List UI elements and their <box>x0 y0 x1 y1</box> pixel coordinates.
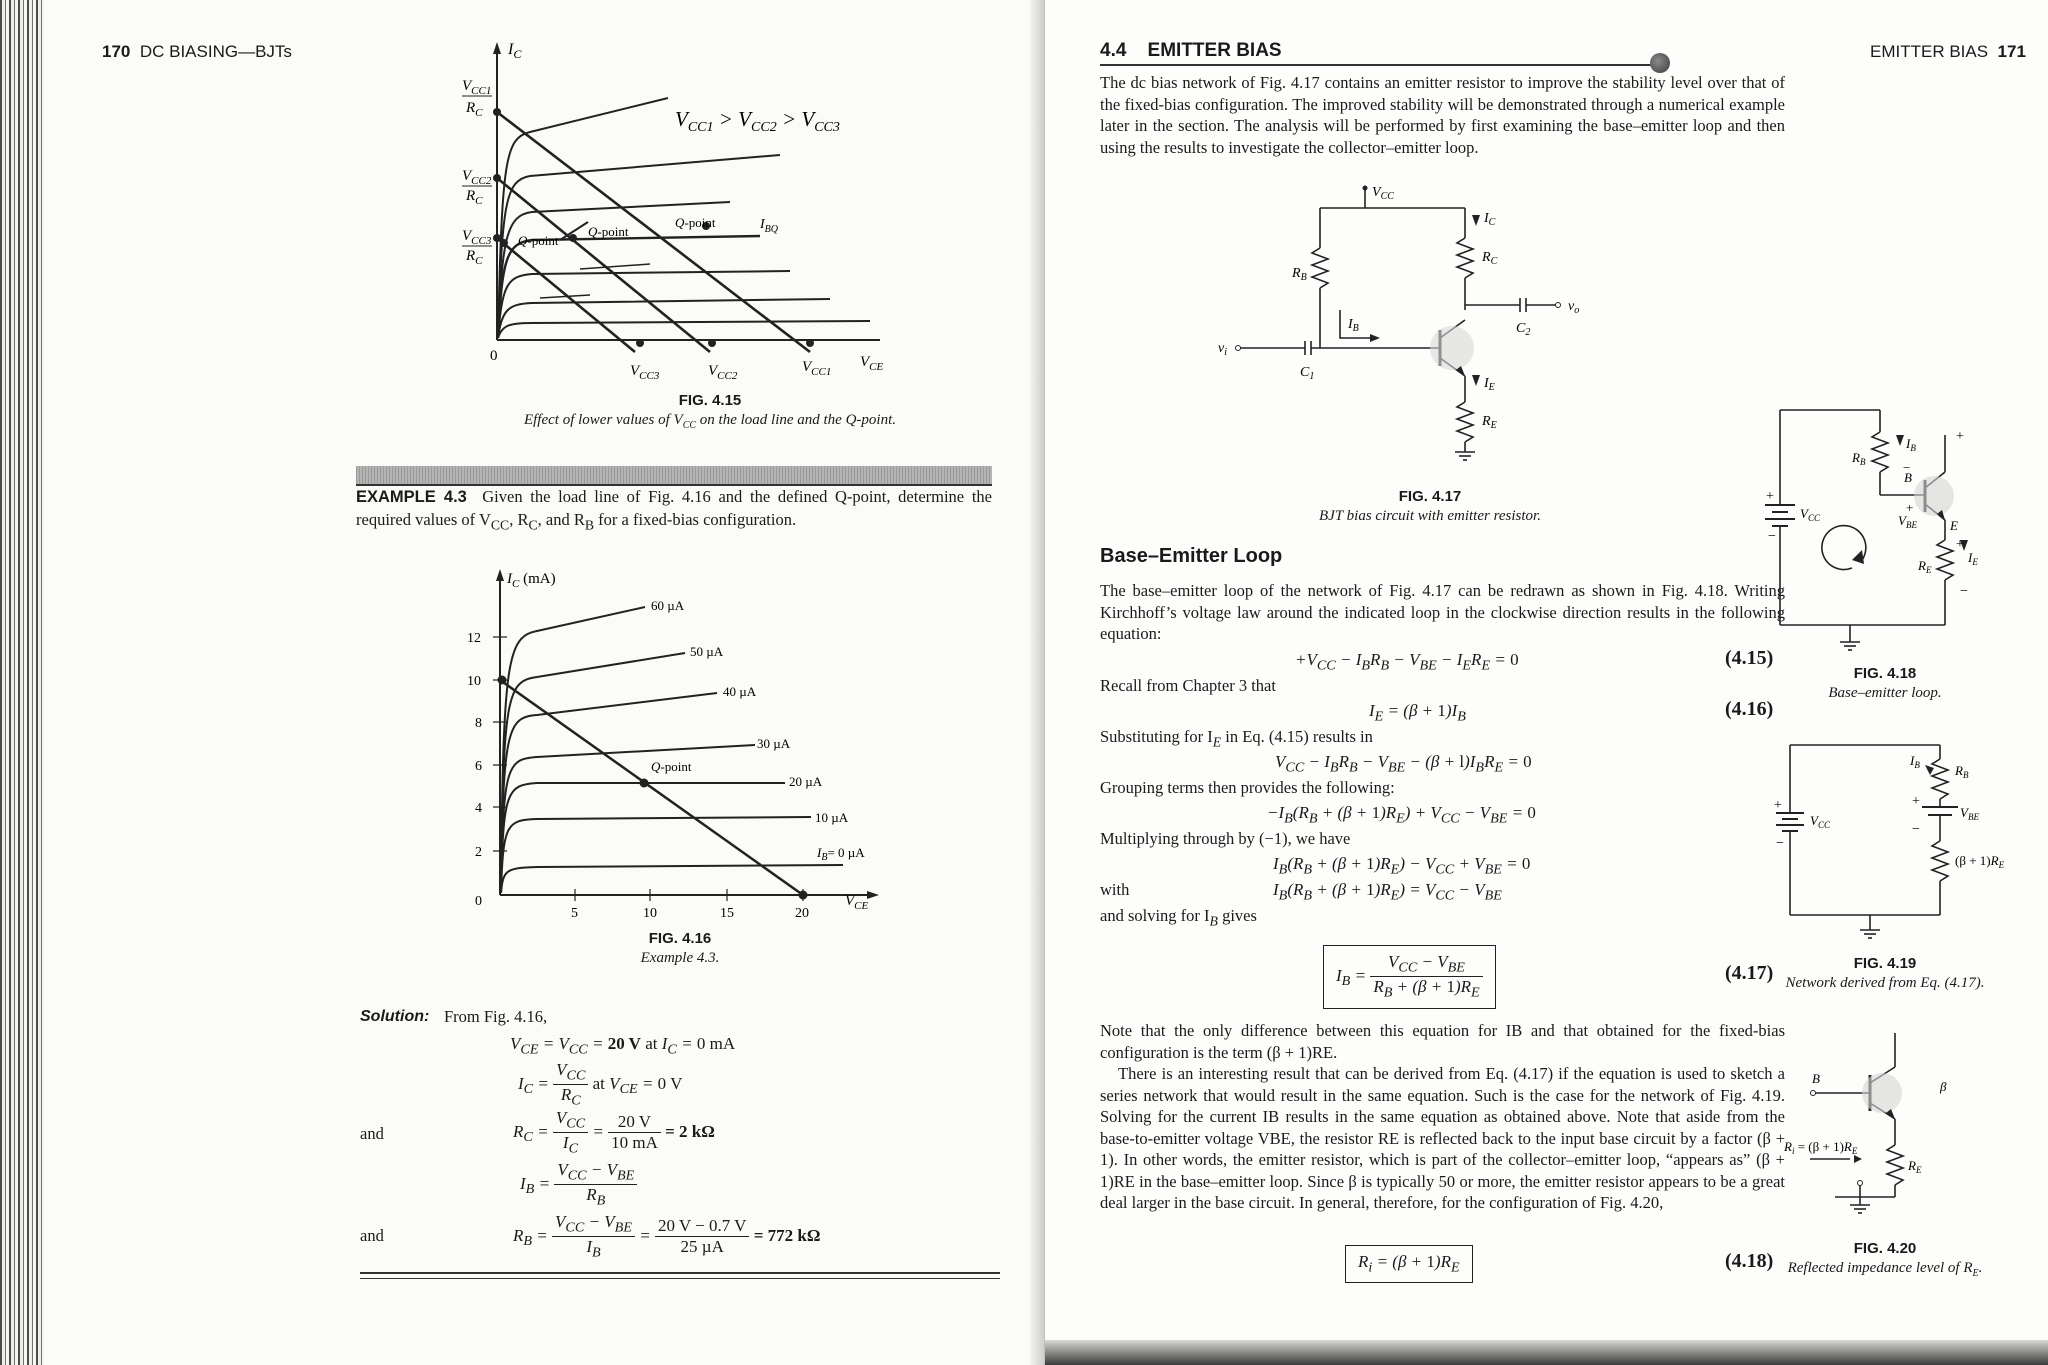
running-head: DC BIASING—BJTs <box>139 42 292 61</box>
section-rule <box>1100 64 1657 66</box>
svg-text:+: + <box>1906 500 1914 515</box>
svg-text:0: 0 <box>490 348 498 364</box>
svg-text:C2: $C_2$ <box>1516 321 1531 338</box>
svg-text:VCC: $V_{CC}$ <box>1372 185 1394 202</box>
svg-text:Ri = (β + 1)RE: $R_i = (\beta + 1)R_E$ <box>1784 1139 1858 1156</box>
svg-text:RC: $R_C$ <box>466 100 483 119</box>
svg-text:(β + 1)RE: $(\beta + 1)R_E$ <box>1955 853 2005 870</box>
svg-text:IE: $I_E$ <box>1484 376 1495 393</box>
figure-4-19 <box>1760 735 2020 945</box>
svg-text:IC: $I_C$ <box>1484 211 1496 228</box>
svg-text:RB: $R_B$ <box>1852 450 1866 467</box>
and-label-1: and <box>360 1124 384 1143</box>
svg-text:10 µA: 10 µA <box>815 810 849 825</box>
x-label-vcc1: $V_{CC1}$ <box>802 359 832 378</box>
grouping-text: Grouping terms then provides the following: <box>1100 778 1395 797</box>
svg-text:RC: $R_C$ <box>1482 250 1498 267</box>
solving-text: and solving for $I_B$ gives <box>1100 906 1257 929</box>
fig-4-20-caption: Reflected impedance level of $R_E$. <box>1787 1260 1983 1279</box>
svg-text:β: β <box>1940 1079 1947 1094</box>
subsection-title: Base–Emitter Loop <box>1100 545 1283 567</box>
svg-text:B: B <box>1904 470 1912 485</box>
svg-text:C1: $C_1$ <box>1300 365 1315 382</box>
svg-text:IB: $I_B$ <box>1910 753 1920 770</box>
svg-text:6: 6 <box>475 759 482 774</box>
example-end-rule <box>360 1272 1000 1279</box>
vcc-relation: $V_{CC1} > V_{CC2} > V_{CC3}$ <box>675 107 840 135</box>
with-text: with <box>1100 880 1130 899</box>
example-4-3: EXAMPLE 4.3 Given the load line of Fig. 4.16 and the defined Q-point, determine the required values of $V_{CC}$, $R_C$, and $R_B$ for a fixed-bias configuration. <box>356 487 992 532</box>
svg-text:RB: $R_B$ <box>1955 763 1969 780</box>
svg-text:20 µA: 20 µA <box>789 774 823 789</box>
right-page <box>1045 0 2048 1365</box>
solution-eq-rb: $R_B$ = $\frac{V_{CC} - V_{BE}}{I_B}$ = $\frac{20 V - 0.7 V}{\text{25 µA}}$ = 772 kΩ <box>513 1212 821 1261</box>
svg-text:60 µA: 60 µA <box>651 598 685 613</box>
running-head-right: EMITTER BIAS <box>1870 42 1989 61</box>
fig-4-17-caption: BJT bias circuit with emitter resistor. <box>1319 508 1541 524</box>
svg-text:IB: $I_B$ <box>1348 317 1359 334</box>
svg-text:+: + <box>1956 429 1964 444</box>
svg-text:+: + <box>1774 798 1782 813</box>
svg-text:vi: $v_i$ <box>1218 341 1227 358</box>
fig-4-15-caption: Effect of lower values of $V_{CC}$ on the load line and the Q-point. <box>523 412 897 431</box>
svg-text:20: 20 <box>795 906 809 921</box>
multiplying-text: Multiplying through by (−1), we have <box>1100 829 1351 848</box>
section-number: 4.4 <box>1100 40 1127 61</box>
svg-text:Q-point: Q-point <box>675 215 716 230</box>
left-page-header <box>102 42 292 62</box>
svg-text:RE: $R_E$ <box>1482 414 1497 431</box>
svg-text:+: + <box>1912 794 1920 809</box>
svg-text:10: 10 <box>643 906 657 921</box>
svg-text:2: 2 <box>475 845 482 860</box>
fig-4-19-title: FIG. 4.19 <box>1853 955 1917 972</box>
svg-text:5: 5 <box>571 906 578 921</box>
svg-text:IB: $I_B$ <box>1906 436 1916 453</box>
substituting-text: Substituting for $I_E$ in Eq. (4.15) results in <box>1100 727 1373 750</box>
svg-text:−: − <box>1768 529 1776 544</box>
svg-text:4: 4 <box>475 801 482 816</box>
svg-text:RE: $R_E$ <box>1918 558 1932 575</box>
svg-text:10: 10 <box>467 674 481 689</box>
fig-4-17-title: FIG. 4.17 <box>1398 488 1462 505</box>
x-label-vcc3: $V_{CC3}$ <box>630 363 660 382</box>
equation-a: $V_{CC} - I_BR_B - V_{BE} - (\beta + l)I_BR_E = 0$ <box>1275 752 1532 776</box>
svg-text:VCE: $V_{CE}$ <box>860 354 884 373</box>
y-label-vcc3: $V_{CC3}$ <box>462 228 492 247</box>
svg-text:IE: $I_E$ <box>1968 550 1978 567</box>
axis-ic-label: $I_C$ (mA) <box>507 571 556 590</box>
svg-text:VCE: $V_{CE}$ <box>845 893 869 912</box>
figure-4-18 <box>1760 400 2020 650</box>
fig-4-19-caption: Network derived from Eq. (4.17). <box>1785 975 1985 991</box>
figure-4-17 <box>1218 180 1580 465</box>
y-label-vcc1: $V_{CC1}$ <box>462 78 492 97</box>
svg-text:Q-point: Q-point <box>651 759 692 774</box>
svg-text:Q-point: Q-point <box>588 224 629 239</box>
section-dot-icon <box>1650 53 1670 73</box>
equation-4-17-box: $I_B$ = $\frac{V_{CC} - V_{BE}}{R_B + (\beta + 1)R_E}$ <box>1323 945 1496 1009</box>
section-title: EMITTER BIAS <box>1147 40 1282 61</box>
solution-eq-2: $I_C$ = $\frac{V_{CC}}{R_C}$ at $V_{CE} = 0$ V <box>518 1060 683 1109</box>
equation-4-18-box: $R_i = (\beta + 1)R_E$ <box>1345 1245 1473 1283</box>
svg-text:0: 0 <box>475 894 482 909</box>
fig-4-20-title: FIG. 4.20 <box>1853 1240 1917 1257</box>
equation-4-15: $+V_{CC} - I_BR_B - V_{BE} - I_ER_E = 0$ <box>1295 650 1519 674</box>
svg-text:Q-point: Q-point <box>518 233 559 248</box>
svg-text:15: 15 <box>720 906 734 921</box>
fig-4-15-title: FIG. 4.15 <box>678 392 742 409</box>
svg-text:IC: $I_C$ <box>508 41 522 61</box>
y-label-vcc2: $V_{CC2}$ <box>462 168 492 187</box>
equation-number-4-15: (4.15) <box>1725 647 1774 669</box>
example-bar <box>356 466 992 486</box>
equation-number-4-16: (4.16) <box>1725 698 1774 720</box>
svg-text:VBE: $V_{BE}$ <box>1960 805 1979 822</box>
and-label-2: and <box>360 1226 384 1245</box>
equation-c: $I_B(R_B + (\beta + 1)R_E) - V_{CC} + V_{BE} = 0$ <box>1273 854 1531 878</box>
svg-text:VCC: $V_{CC}$ <box>1800 506 1820 523</box>
equation-d: $I_B(R_B + (\beta + 1)R_E) = V_{CC} - V_{BE}$ <box>1273 880 1502 904</box>
svg-text:VBE: $V_{BE}$ <box>1898 513 1917 530</box>
page-bottom-shadow <box>1045 1340 2048 1365</box>
svg-text:RB: $R_B$ <box>1292 266 1307 283</box>
svg-text:−: − <box>1912 822 1920 837</box>
svg-text:−: − <box>1903 460 1911 475</box>
svg-text:vo: $v_o$ <box>1568 299 1580 316</box>
solution-eq-1: $V_{CE} = V_{CC} = 20$ V at $I_C = 0$ mA <box>510 1034 736 1058</box>
svg-text:+: + <box>1956 537 1964 552</box>
svg-text:RC: $R_C$ <box>466 248 483 267</box>
section-heading <box>1100 40 1282 62</box>
svg-text:+: + <box>1766 489 1774 504</box>
page-edge-stack <box>0 0 44 1365</box>
figure-4-15 <box>440 40 900 380</box>
fig-4-16-title: FIG. 4.16 <box>648 930 712 947</box>
right-page-header <box>1870 42 2026 62</box>
solution-intro: From Fig. 4.16, <box>444 1007 548 1026</box>
solution-label: Solution: <box>360 1008 430 1025</box>
equation-b: $-I_B(R_B + (\beta + 1)R_E) + V_{CC} - V_{BE} = 0$ <box>1267 803 1536 827</box>
svg-text:50 µA: 50 µA <box>690 644 724 659</box>
svg-text:−: − <box>1960 584 1968 599</box>
svg-text:−: − <box>1776 836 1784 851</box>
reflection-paragraph: There is an interesting result that can be derived from Eq. (4.17) if the equation is used to sketch a series network that would result in the same equation. Such is the case for the network of Fig. 4.19. Solving for the current IB results in the same equation as obtained above. Note that aside from the base-to-emitter voltage VBE, the resistor RE is reflected back to the input base circuit by a factor (β + 1). In other words, the emitter resistor, which is part of the collector–emitter loop, “appears as” (β + 1)RE in the base–emitter loop. Since β is typically 50 or more, the emitter resistor appears to be a great deal larger in the base circuit. In general, therefore, for the configuration of Fig. 4.20, <box>1100 1064 1785 1212</box>
solution-eq-ib: $I_B$ = $\frac{V_{CC} - V_{BE}}{R_B}$ <box>520 1160 637 1210</box>
solution-eq-rc: $R_C$ = $\frac{V_{CC}}{I_C}$ = $\frac{20 V}{10 mA}$ = 2 kΩ <box>513 1108 715 1157</box>
svg-text:30 µA: 30 µA <box>757 736 791 751</box>
svg-text:E: E <box>1950 518 1958 533</box>
svg-text:IBQ: $I_{BQ}$ <box>760 217 779 235</box>
svg-text:B: B <box>1812 1071 1820 1086</box>
intro-paragraph: The dc bias network of Fig. 4.17 contains an emitter resistor to improve the stability level over that of the fixed-bias configuration. The improved stability will be demonstrated through a numerical example later in the section. The analysis will be performed by first examining the base–emitter loop and then using the results to investigate the collector–emitter loop. <box>1100 73 1785 157</box>
svg-text:8: 8 <box>475 716 482 731</box>
equation-number-4-17: (4.17) <box>1725 962 1774 984</box>
note-paragraph: Note that the only difference between this equation for IB and that obtained for the fixed-bias configuration is the term (β + 1)RE. <box>1100 1021 1785 1062</box>
svg-text:40 µA: 40 µA <box>723 684 757 699</box>
svg-text:RC: $R_C$ <box>466 188 483 207</box>
fig-4-18-caption: Base–emitter loop. <box>1828 685 1942 701</box>
svg-text:VCC: $V_{CC}$ <box>1810 813 1830 830</box>
svg-text:RE: $R_E$ <box>1908 1158 1922 1175</box>
page-number: 170 <box>102 42 131 61</box>
svg-text:IB= 0 µA: $I_B= 0$ µA <box>817 845 865 863</box>
page-number-right: 171 <box>1997 42 2026 61</box>
svg-text:12: 12 <box>467 631 481 646</box>
fig-4-18-title: FIG. 4.18 <box>1853 665 1917 682</box>
equation-number-4-18: (4.18) <box>1725 1250 1774 1272</box>
x-label-vcc2: $V_{CC2}$ <box>708 363 738 382</box>
recall-text: Recall from Chapter 3 that <box>1100 676 1276 695</box>
fig-4-16-caption: Example 4.3. <box>640 950 720 966</box>
figure-4-20 <box>1780 1025 2000 1225</box>
equation-4-16: $I_E = (\beta + 1)I_B$ <box>1369 701 1466 725</box>
figure-4-16 <box>455 565 895 925</box>
base-emitter-paragraph: The base–emitter loop of the network of Fig. 4.17 can be redrawn as shown in Fig. 4.18. Writing Kirchhoff’s voltage law around the indicated loop in the clockwise direction results in the following equation: <box>1100 581 1785 643</box>
